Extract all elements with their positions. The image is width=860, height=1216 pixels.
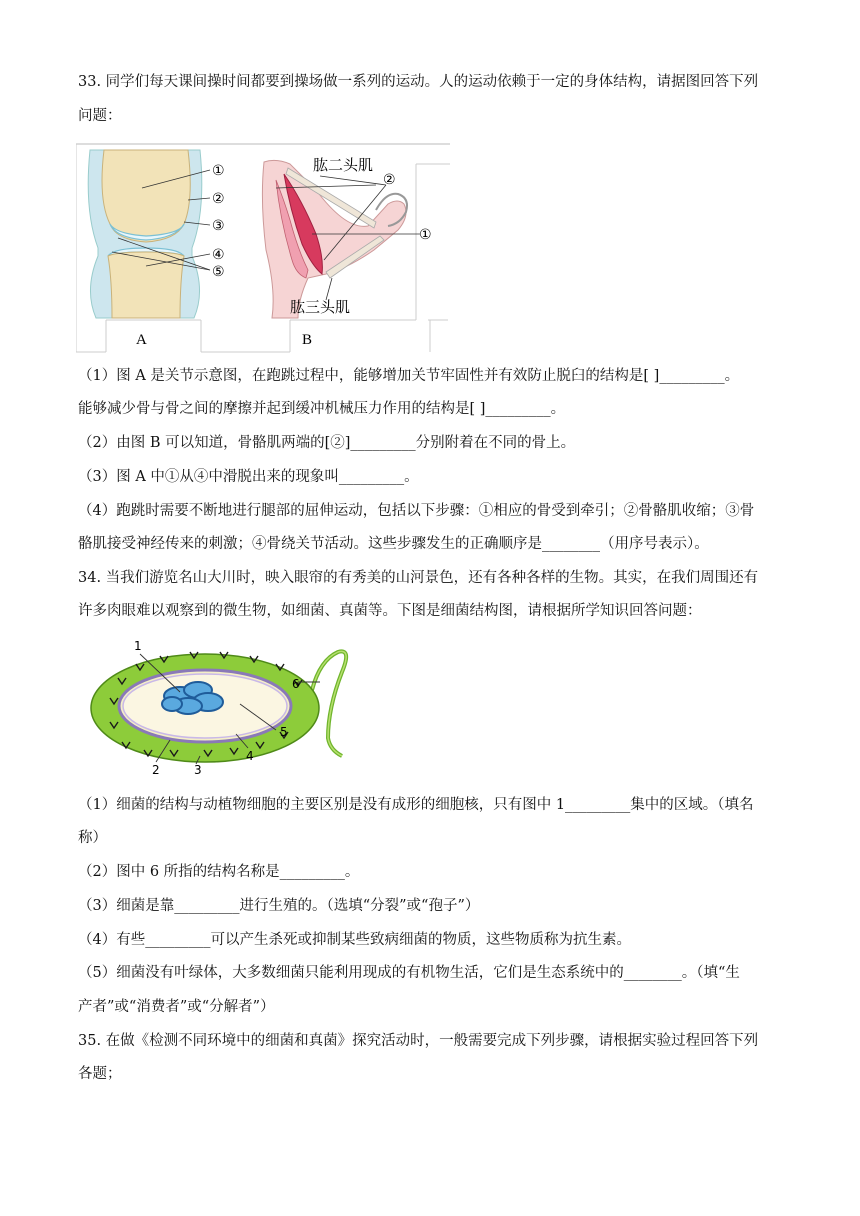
bacteria-marker-6: 6: [292, 677, 300, 691]
q33-sub4-line2: 骼肌接受神经传来的刺激；④骨绕关节活动。这些步骤发生的正确顺序是________（用序号表示）。: [78, 536, 709, 552]
bacteria-marker-3: 3: [194, 763, 202, 777]
q34-sub1-line1: （1）细菌的结构与动植物细胞的主要区别是没有成形的细胞核，只有图中 1_________集中的区域。（填名: [78, 797, 754, 813]
figB-marker-2: ②: [383, 172, 396, 188]
bacteria-marker-2: 2: [152, 763, 160, 777]
q33-intro-line1: 33. 同学们每天课间操时间都要到操场做一系列的运动。人的运动依赖于一定的身体结构，请据图回答下列: [78, 74, 759, 90]
q34-sub1-line2: 称）: [78, 830, 107, 846]
q33-intro-line2: 问题：: [78, 108, 122, 124]
q34-sub5-line1: （5）细菌没有叶绿体，大多数细菌只能利用现成的有机物生活，它们是生态系统中的________。（填“生: [78, 965, 740, 981]
bacteria-figure: [80, 638, 370, 778]
bacteria-marker-1: 1: [134, 639, 142, 653]
figB-marker-1: ①: [419, 227, 432, 243]
figA-marker-1: ①: [212, 163, 225, 179]
q34-intro-line1: 34. 当我们游览名山大川时，映入眼帘的有秀美的山河景色，还有各种各样的生物。其实，在我们周围还有: [78, 570, 759, 586]
q34-intro-line2: 许多肉眼难以观察到的微生物，如细菌、真菌等。下图是细菌结构图，请根据所学知识回答问题：: [78, 603, 702, 619]
q34-sub3: （3）细菌是靠_________进行生殖的。（选填“分裂”或“孢子”）: [78, 898, 480, 914]
q33-sub2: （2）由图 B 可以知道，骨骼肌两端的[②]_________分别附着在不同的骨上。: [78, 435, 576, 451]
figA-marker-4: ④: [212, 247, 225, 263]
q33-figure: [76, 140, 456, 354]
figA-label: A: [136, 332, 147, 348]
q33-sub1-line1: （1）图 A 是关节示意图，在跑跳过程中，能够增加关节牢固性并有效防止脱臼的结构是[ ]_________。: [78, 368, 740, 384]
figB-label: B: [302, 332, 313, 348]
q34-sub4: （4）有些_________可以产生杀死或抑制某些致病细菌的物质，这些物质称为抗生素。: [78, 932, 631, 948]
q34-sub2: （2）图中 6 所指的结构名称是_________。: [78, 864, 360, 880]
joint-diagram: [88, 150, 210, 318]
bacteria-marker-5: 5: [280, 725, 288, 739]
figB-triceps-label: 肱三头肌: [290, 298, 351, 316]
q35-intro-line2: 各题；: [78, 1066, 122, 1082]
figB-biceps-label: 肱二头肌: [313, 156, 374, 174]
figA-marker-2: ②: [212, 191, 225, 207]
q33-sub3: （3）图 A 中①从④中滑脱出来的现象叫_________。: [78, 469, 419, 485]
bacteria-diagram: [91, 651, 346, 764]
q34-sub5-line2: 产者”或“消费者”或“分解者”）: [78, 999, 275, 1015]
figA-marker-5: ⑤: [212, 264, 225, 280]
q33-sub4-line1: （4）跑跳时需要不断地进行腿部的屈伸运动，包括以下步骤：①相应的骨受到牵引；②骨骼肌收缩；③骨: [78, 503, 755, 519]
arm-muscle-diagram: [262, 160, 420, 318]
q33-sub1-line2: 能够减少骨与骨之间的摩擦并起到缓冲机械压力作用的结构是[ ]_________。: [78, 401, 566, 417]
bacteria-marker-4: 4: [246, 749, 254, 763]
q35-intro-line1: 35. 在做《检测不同环境中的细菌和真菌》探究活动时，一般需要完成下列步骤，请根据实验过程回答下列: [78, 1033, 759, 1049]
figA-marker-3: ③: [212, 218, 225, 234]
